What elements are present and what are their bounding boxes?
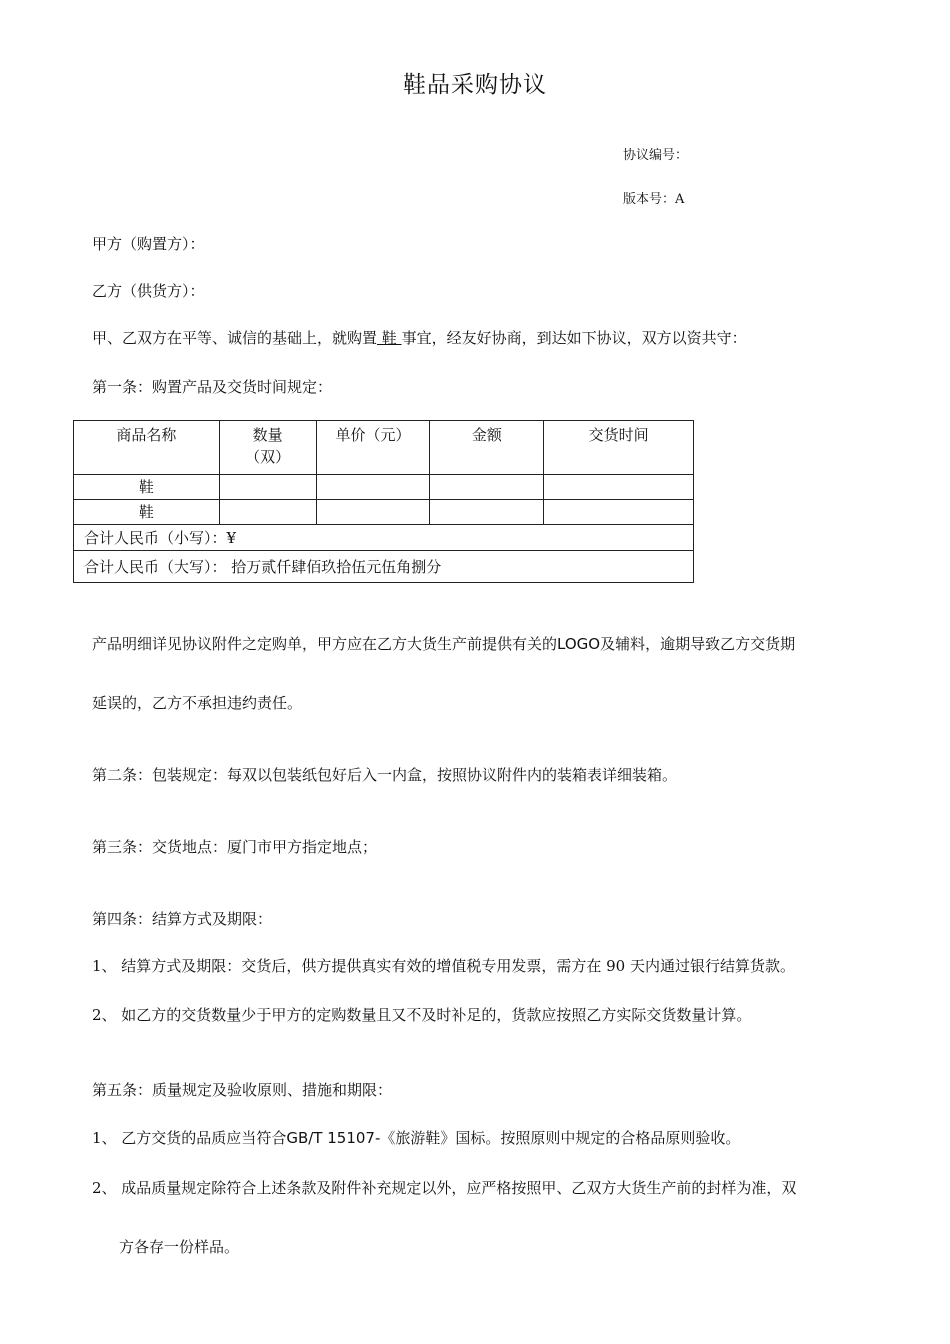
cell-quantity [219, 500, 316, 525]
total-big: 合计人民币（大写）： 拾万贰仟肆佰玖拾伍元伍角捌分 [74, 551, 694, 583]
intro-paragraph [92, 327, 747, 348]
product-details-text-post: 及辅料，逾期导致乙方交货期 [600, 635, 796, 653]
cell-amount [430, 475, 544, 500]
article-5-item-1-pre: 1、 乙方交货的品质应当符合 [92, 1129, 287, 1147]
header-quantity-label: 数量 [252, 426, 283, 444]
paragraph-product-details-line1 [92, 633, 795, 654]
intro-text-post: 事宜，经友好协商，到达如下协议，双方以资共守： [401, 329, 747, 347]
cell-unit-price [316, 500, 430, 525]
paragraph-product-details-line2: 延误的，乙方不承担违约责任。 [92, 694, 303, 712]
party-b-line: 乙方（供货方）： [92, 282, 205, 300]
cell-product-name: 鞋 [74, 475, 220, 500]
intro-text-pre: 甲、乙双方在平等、诚信的基础上，就购置 [92, 329, 378, 347]
article-4-item-1: 1、 结算方式及期限：交货后，供方提供真实有效的增值税专用发票，需方在 90 天内通过银行结算货款。 [92, 957, 795, 975]
party-a-line: 甲方（购置方）： [92, 235, 205, 253]
cell-quantity [219, 475, 316, 500]
cell-amount [430, 500, 544, 525]
header-quantity-unit: （双） [245, 448, 291, 466]
article-2: 第二条：包装规定：每双以包装纸包好后入一内盒，按照协议附件内的装箱表详细装箱。 [92, 766, 678, 784]
article-5-heading: 第五条：质量规定及验收原则、措施和期限： [92, 1081, 393, 1099]
article-5-item-1-post: 《旅游鞋》国标。按照原则中规定的合格品原则验收。 [380, 1129, 741, 1147]
version-label: 版本号：A [623, 192, 685, 207]
product-details-text-pre: 产品明细详见协议附件之定购单，甲方应在乙方大货生产前提供有关的 [92, 635, 558, 653]
article-4-item-2: 2、 如乙方的交货数量少于甲方的定购数量且又不及时补足的，货款应按照乙方实际交货数量计算。 [92, 1006, 752, 1024]
table-header-row [74, 421, 694, 475]
header-amount: 金额 [430, 421, 544, 475]
header-product-name: 商品名称 [74, 421, 220, 475]
header-quantity [219, 421, 316, 475]
total-big-row [74, 551, 694, 583]
article-5-item-1 [92, 1127, 740, 1148]
logo-word: LOGO [557, 635, 601, 653]
article-3: 第三条：交货地点：厦门市甲方指定地点； [92, 838, 378, 856]
article-4-heading: 第四条：结算方式及期限： [92, 910, 273, 928]
document-title: 鞋品采购协议 [403, 72, 547, 98]
cell-product-name: 鞋 [74, 500, 220, 525]
cell-delivery-time [544, 500, 694, 525]
article-5-item-2-line2: 方各存一份样品。 [119, 1238, 240, 1256]
header-unit-price: 单价（元） [316, 421, 430, 475]
cell-unit-price [316, 475, 430, 500]
cell-delivery-time [544, 475, 694, 500]
order-table [73, 420, 694, 583]
standard-code: GB/T 15107- [286, 1129, 381, 1147]
agreement-number-label: 协议编号： [623, 148, 689, 163]
total-small: 合计人民币（小写）：¥ [74, 525, 694, 551]
header-delivery-time: 交货时间 [544, 421, 694, 475]
table-row [74, 500, 694, 525]
article-5-item-2-line1: 2、 成品质量规定除符合上述条款及附件补充规定以外，应严格按照甲、乙双方大货生产前的封样为准，双 [92, 1179, 797, 1197]
total-small-row [74, 525, 694, 551]
article-1-heading: 第一条：购置产品及交货时间规定： [92, 378, 333, 396]
table-row [74, 475, 694, 500]
intro-item-underlined: 鞋 [377, 329, 402, 347]
